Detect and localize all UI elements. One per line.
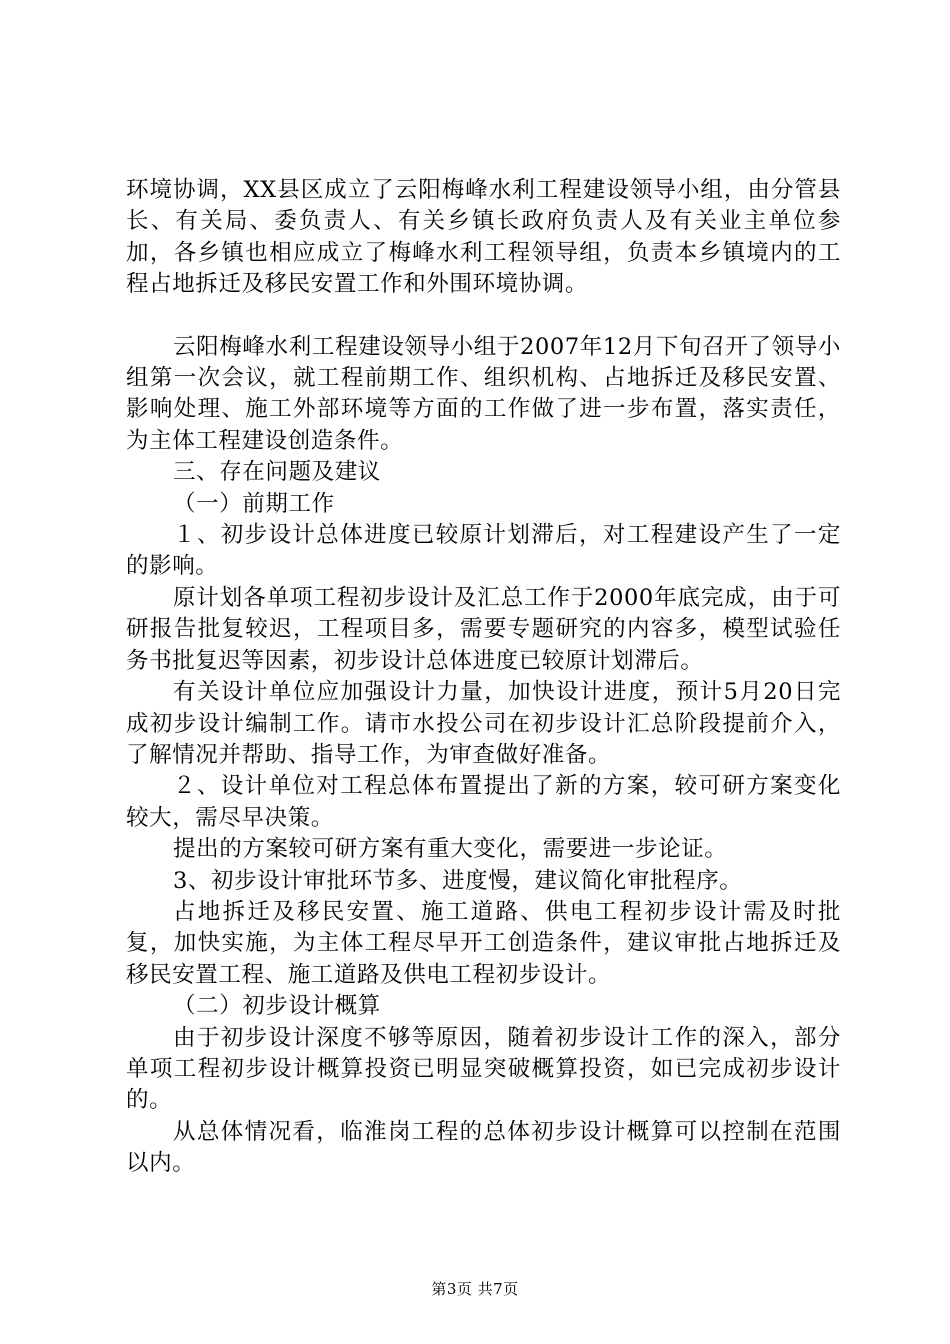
paragraph-original-plan: 原计划各单项工程初步设计及汇总工作于2000年底完成，由于可研报告批复较迟，工程项目多，需要专题研究的内容多，模型试验任务书批复迟等因素，初步设计总体进度已较原计划滞后。 — [126, 584, 841, 674]
document-body — [126, 175, 841, 1180]
item-heading-2: ２、设计单位对工程总体布置提出了新的方案，较可研方案变化较大，需尽早决策。 — [126, 773, 841, 831]
subsection-heading-preliminary-work: （一）前期工作 — [173, 490, 335, 517]
item-heading-3: 3、初步设计审批环节多、进度慢，建议简化审批程序。 — [173, 867, 743, 894]
paragraph-leadership-meeting: 云阳梅峰水利工程建设领导小组于2007年12月下旬召开了领导小组第一次会议，就工程前期工作、组织机构、占地拆迁及移民安置、影响处理、施工外部环境等方面的工作做了进一步布置，落实责任，为主体工程建设创造条件。 — [126, 333, 841, 454]
paragraph-design-units: 有关设计单位应加强设计力量，加快设计进度，预计5月20日完成初步设计编制工作。请市水投公司在初步设计汇总阶段提前介入，了解情况并帮助、指导工作，为审查做好准备。 — [126, 679, 841, 768]
paragraph-continuation: 环境协调，XX县区成立了云阳梅峰水利工程建设领导小组，由分管县长、有关局、委负责人、有关乡镇长政府负责人及有关业主单位参加，各乡镇也相应成立了梅峰水利工程领导组，负责本乡镇境内的工程占地拆迁及移民安置工作和外围环境协调。 — [126, 177, 841, 298]
paragraph-budget-overrun: 由于初步设计深度不够等原因，随着初步设计工作的深入，部分单项工程初步设计概算投资已明显突破概算投资，如已完成初步设计的。 — [126, 1024, 841, 1114]
paragraph-scheme-change: 提出的方案较可研方案有重大变化，需要进一步论证。 — [173, 836, 728, 863]
section-heading-problems: 三、存在问题及建议 — [173, 459, 381, 486]
paragraph-overall-budget: 从总体情况看，临淮岗工程的总体初步设计概算可以控制在范围以内。 — [126, 1118, 841, 1177]
item-heading-1: １、初步设计总体进度已较原计划滞后，对工程建设产生了一定的影响。 — [126, 522, 841, 580]
paragraph-approval: 占地拆迁及移民安置、施工道路、供电工程初步设计需及时批复，加快实施，为主体工程尽早开工创造条件，建议审批占地拆迁及移民安置工程、施工道路及供电工程初步设计。 — [126, 898, 841, 988]
page-footer: 第3页 共7页 — [431, 1280, 519, 1298]
subsection-heading-budget: （二）初步设计概算 — [173, 993, 381, 1020]
